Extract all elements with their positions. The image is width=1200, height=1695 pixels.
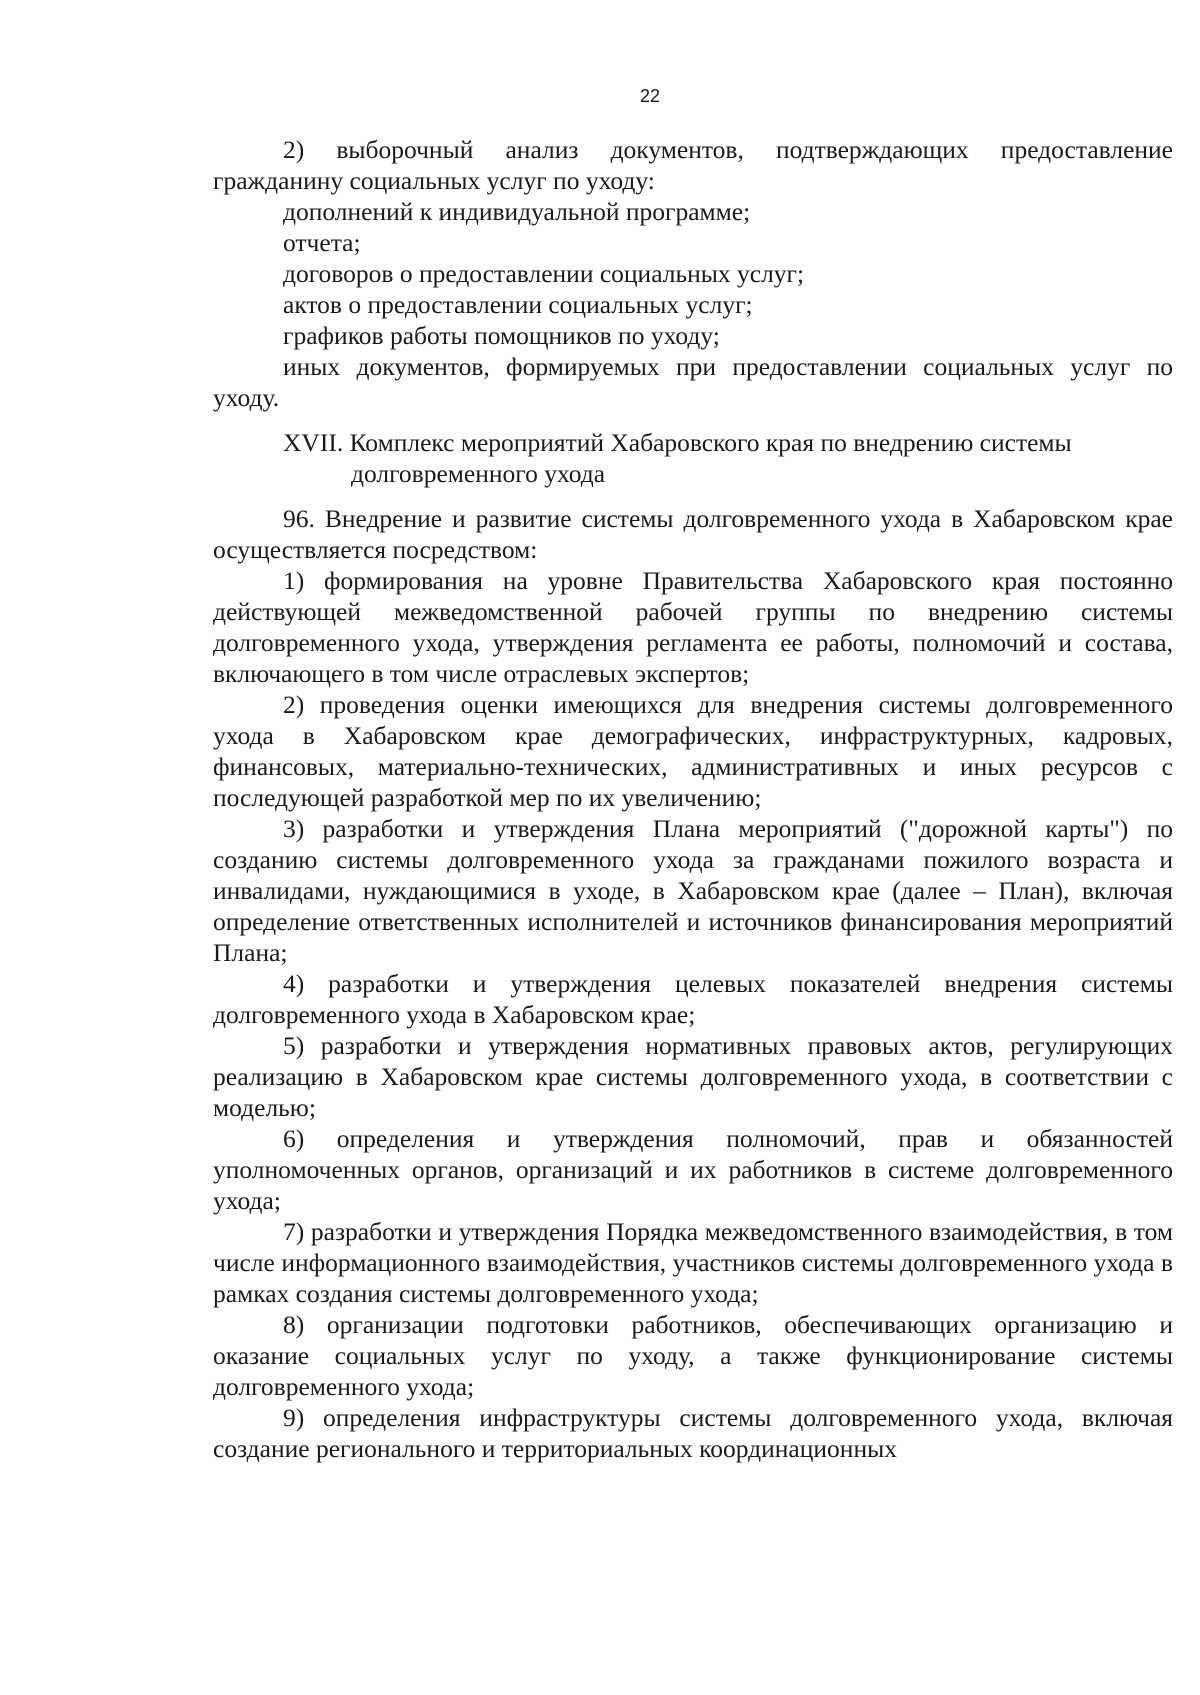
list-item: отчета; (283, 228, 361, 257)
page-number: 22 (639, 86, 661, 106)
paragraph-item: 7) разработки и утверждения Порядка межведомственного взаимодействия, в том числе информационного взаимодействия, участников системы долговременного ухода в рамках создания системы долговременного ухода; (213, 1217, 1173, 1308)
paragraph-item: 9) определения инфраструктуры системы долговременного ухода, включая создание регионального и территориальных координационных (213, 1403, 1173, 1463)
paragraph-96: 96. Внедрение и развитие системы долговременного ухода в Хабаровском крае осуществляется посредством: (213, 504, 1173, 564)
paragraph-item: 1) формирования на уровне Правительства Хабаровского края постоянно действующей межведомственной рабочей группы по внедрению системы долговременного ухода, утверждения регламента ее работы, полномочий и состава, включающего в том числе отраслевых экспертов; (213, 566, 1173, 688)
list-item: графиков работы помощников по уходу; (283, 321, 720, 350)
section-title-line2: долговременного ухода (351, 459, 606, 488)
paragraph-item: 5) разработки и утверждения нормативных правовых актов, регулирующих реализацию в Хабаровском крае системы долговременного ухода, в соответствии с моделью; (213, 1031, 1173, 1122)
list-item: иных документов, формируемых при предоставлении социальных услуг по уходу. (213, 352, 1173, 412)
list-item: актов о предоставлении социальных услуг; (283, 290, 753, 319)
section-title-line1: XVII. Комплекс мероприятий Хабаровского края по внедрению системы (283, 428, 1072, 457)
section-heading (283, 427, 1173, 489)
paragraph-item: 3) разработки и утверждения Плана мероприятий ("дорожной карты") по созданию системы долговременного ухода за гражданами пожилого возраста и инвалидами, нуждающимися в уходе, в Хабаровском крае (далее – План), включая определение ответственных исполнителей и источников финансирования мероприятий Плана; (213, 814, 1173, 967)
paragraph-item: 2) проведения оценки имеющихся для внедрения системы долговременного ухода в Хабаровском крае демографических, инфраструктурных, кадровых, финансовых, материально-технических, административных и иных ресурсов с последующей разработкой мер по их увеличению; (213, 690, 1173, 812)
list-item: дополнений к индивидуальной программе; (283, 197, 751, 226)
list-item: договоров о предоставлении социальных услуг; (283, 259, 805, 288)
paragraph-item: 6) определения и утверждения полномочий, прав и обязанностей уполномоченных органов, организаций и их работников в системе долговременного ухода; (213, 1124, 1173, 1215)
paragraph-item-2: 2) выборочный анализ документов, подтверждающих предоставление гражданину социальных услуг по уходу: (213, 135, 1173, 195)
document-body (213, 134, 1173, 1464)
paragraph-item: 8) организации подготовки работников, обеспечивающих организацию и оказание социальных услуг по уходу, а также функционирование системы долговременного ухода; (213, 1310, 1173, 1401)
paragraph-item: 4) разработки и утверждения целевых показателей внедрения системы долговременного ухода в Хабаровском крае; (213, 969, 1173, 1029)
